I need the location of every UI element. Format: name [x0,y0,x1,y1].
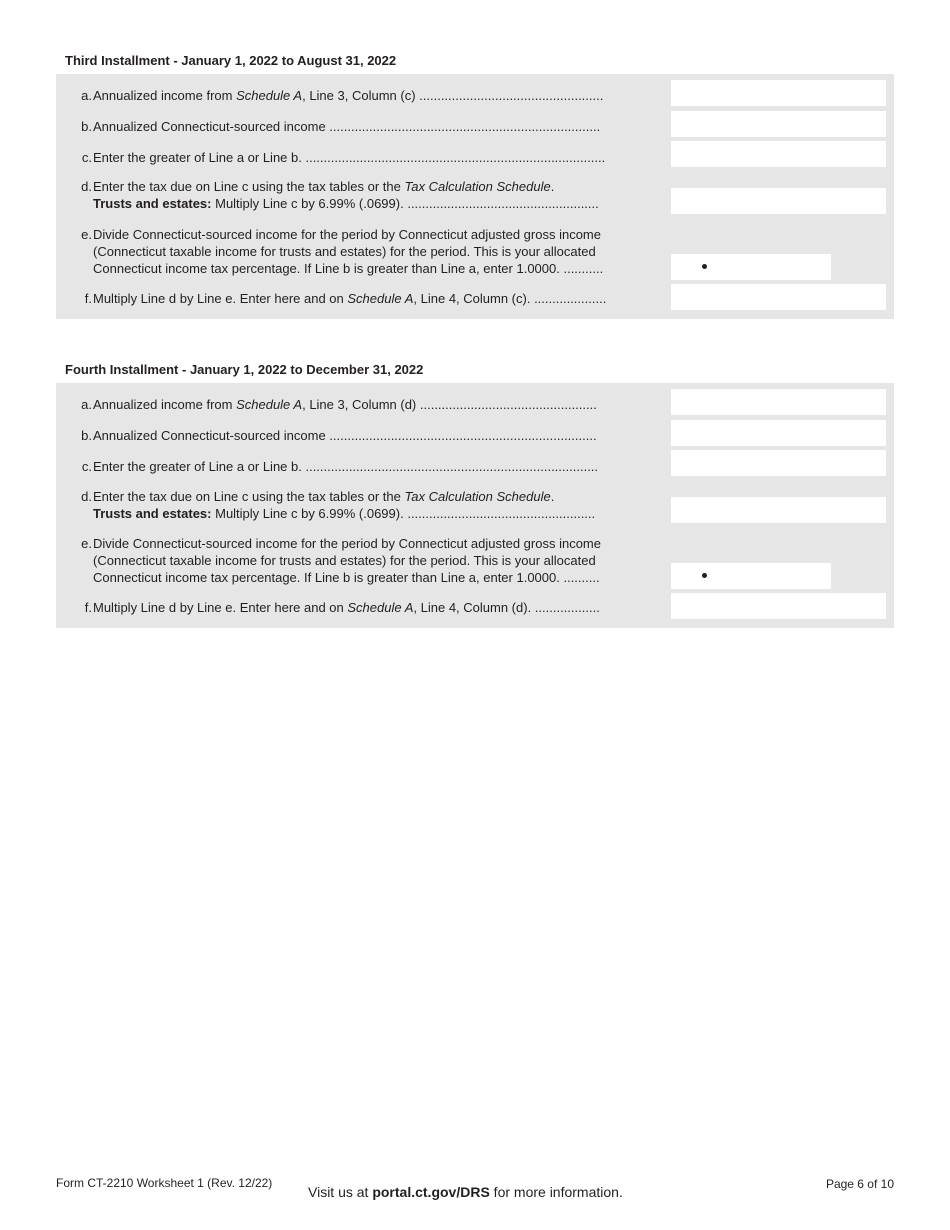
fourth-line-a-input[interactable] [671,389,886,415]
decimal-point-icon [702,264,707,269]
fourth-line-b-input[interactable] [671,420,886,446]
third-line-a-input[interactable] [671,80,886,106]
third-line-b-input[interactable] [671,111,886,137]
fourth-line-d: d. Enter the tax due on Line c using the tax tables or the Tax Calculation Schedule. Trusts and estates: Multiply Line c by 6.99% (.0699). .................................................... [81,489,596,521]
third-installment-title: Third Installment - January 1, 2022 to August 31, 2022 [65,53,397,68]
third-line-e-percentage-input[interactable] [671,254,831,280]
third-line-e: e. Divide Connecticut-sourced income for the period by Connecticut adjusted gross income (Connecticut taxable income for trusts and estates) for the period. This is your allocated Connecticut income tax percentage. If Line b is greater than Line a, enter 1.0000. ........... [81,227,604,276]
third-line-d: d. Enter the tax due on Line c using the tax tables or the Tax Calculation Schedule. Trusts and estates: Multiply Line c by 6.99% (.0699). ..................................................... [81,179,599,211]
fourth-installment-panel: a. Annualized income from Schedule A, Line 3, Column (d) ................................................. b. Annualized Connecticut-sourced income .......................................................................... c. Enter the greater of Line a or Line b. ................................................................................. d. Enter the tax due on Line c using the tax tables or the Tax Calculation Schedule. Trusts and estates: Multiply Line c by 6.99% (.0699). .................................................... e. Divide Connecticut-sourced income for the period by Connecticut adjusted gross income (Connecticut taxable income for trusts and estates) for the period. This is your allocated Connecticut income tax percentage. If Line b is greater than Line a, enter 1.0000. .......... f. Multiply Line d by Line e. Enter here and on Schedule A, Line 4, Column (d). .................. [56,383,894,628]
third-installment-panel: a. Annualized income from Schedule A, Line 3, Column (c) ................................................... b. Annualized Connecticut-sourced income ........................................................................... c. Enter the greater of Line a or Line b. ................................................................................... d. Enter the tax due on Line c using the tax tables or the Tax Calculation Schedule. Trusts and estates: Multiply Line c by 6.99% (.0699). ..................................................... e. Divide Connecticut-sourced income for the period by Connecticut adjusted gross income (Connecticut taxable income for trusts and estates) for the period. This is your allocated Connecticut income tax percentage. If Line b is greater than Line a, enter 1.0000. ........... f. Multiply Line d by Line e. Enter here and on Schedule A, Line 4, Column (c). .................... [56,74,894,319]
visit-us-notice: Visit us at portal.ct.gov/DRS for more information. [308,1184,623,1200]
third-line-d-input[interactable] [671,188,886,214]
decimal-point-icon [702,573,707,578]
form-identifier: Form CT-2210 Worksheet 1 (Rev. 12/22) [56,1176,273,1190]
fourth-line-d-input[interactable] [671,497,886,523]
third-line-f-input[interactable] [671,284,886,310]
portal-link[interactable]: portal.ct.gov/DRS [372,1184,490,1200]
fourth-line-e-percentage-input[interactable] [671,563,831,589]
fourth-installment-title: Fourth Installment - January 1, 2022 to December 31, 2022 [65,362,424,377]
page-number: Page 6 of 10 [825,1177,894,1191]
line-letter: a. [81,88,92,103]
third-line-c-input[interactable] [671,141,886,167]
fourth-line-c-input[interactable] [671,450,886,476]
fourth-line-e: e. Divide Connecticut-sourced income for the period by Connecticut adjusted gross income (Connecticut taxable income for trusts and estates) for the period. This is your allocated Connecticut income tax percentage. If Line b is greater than Line a, enter 1.0000. .......... [81,536,601,585]
fourth-line-f-input[interactable] [671,593,886,619]
